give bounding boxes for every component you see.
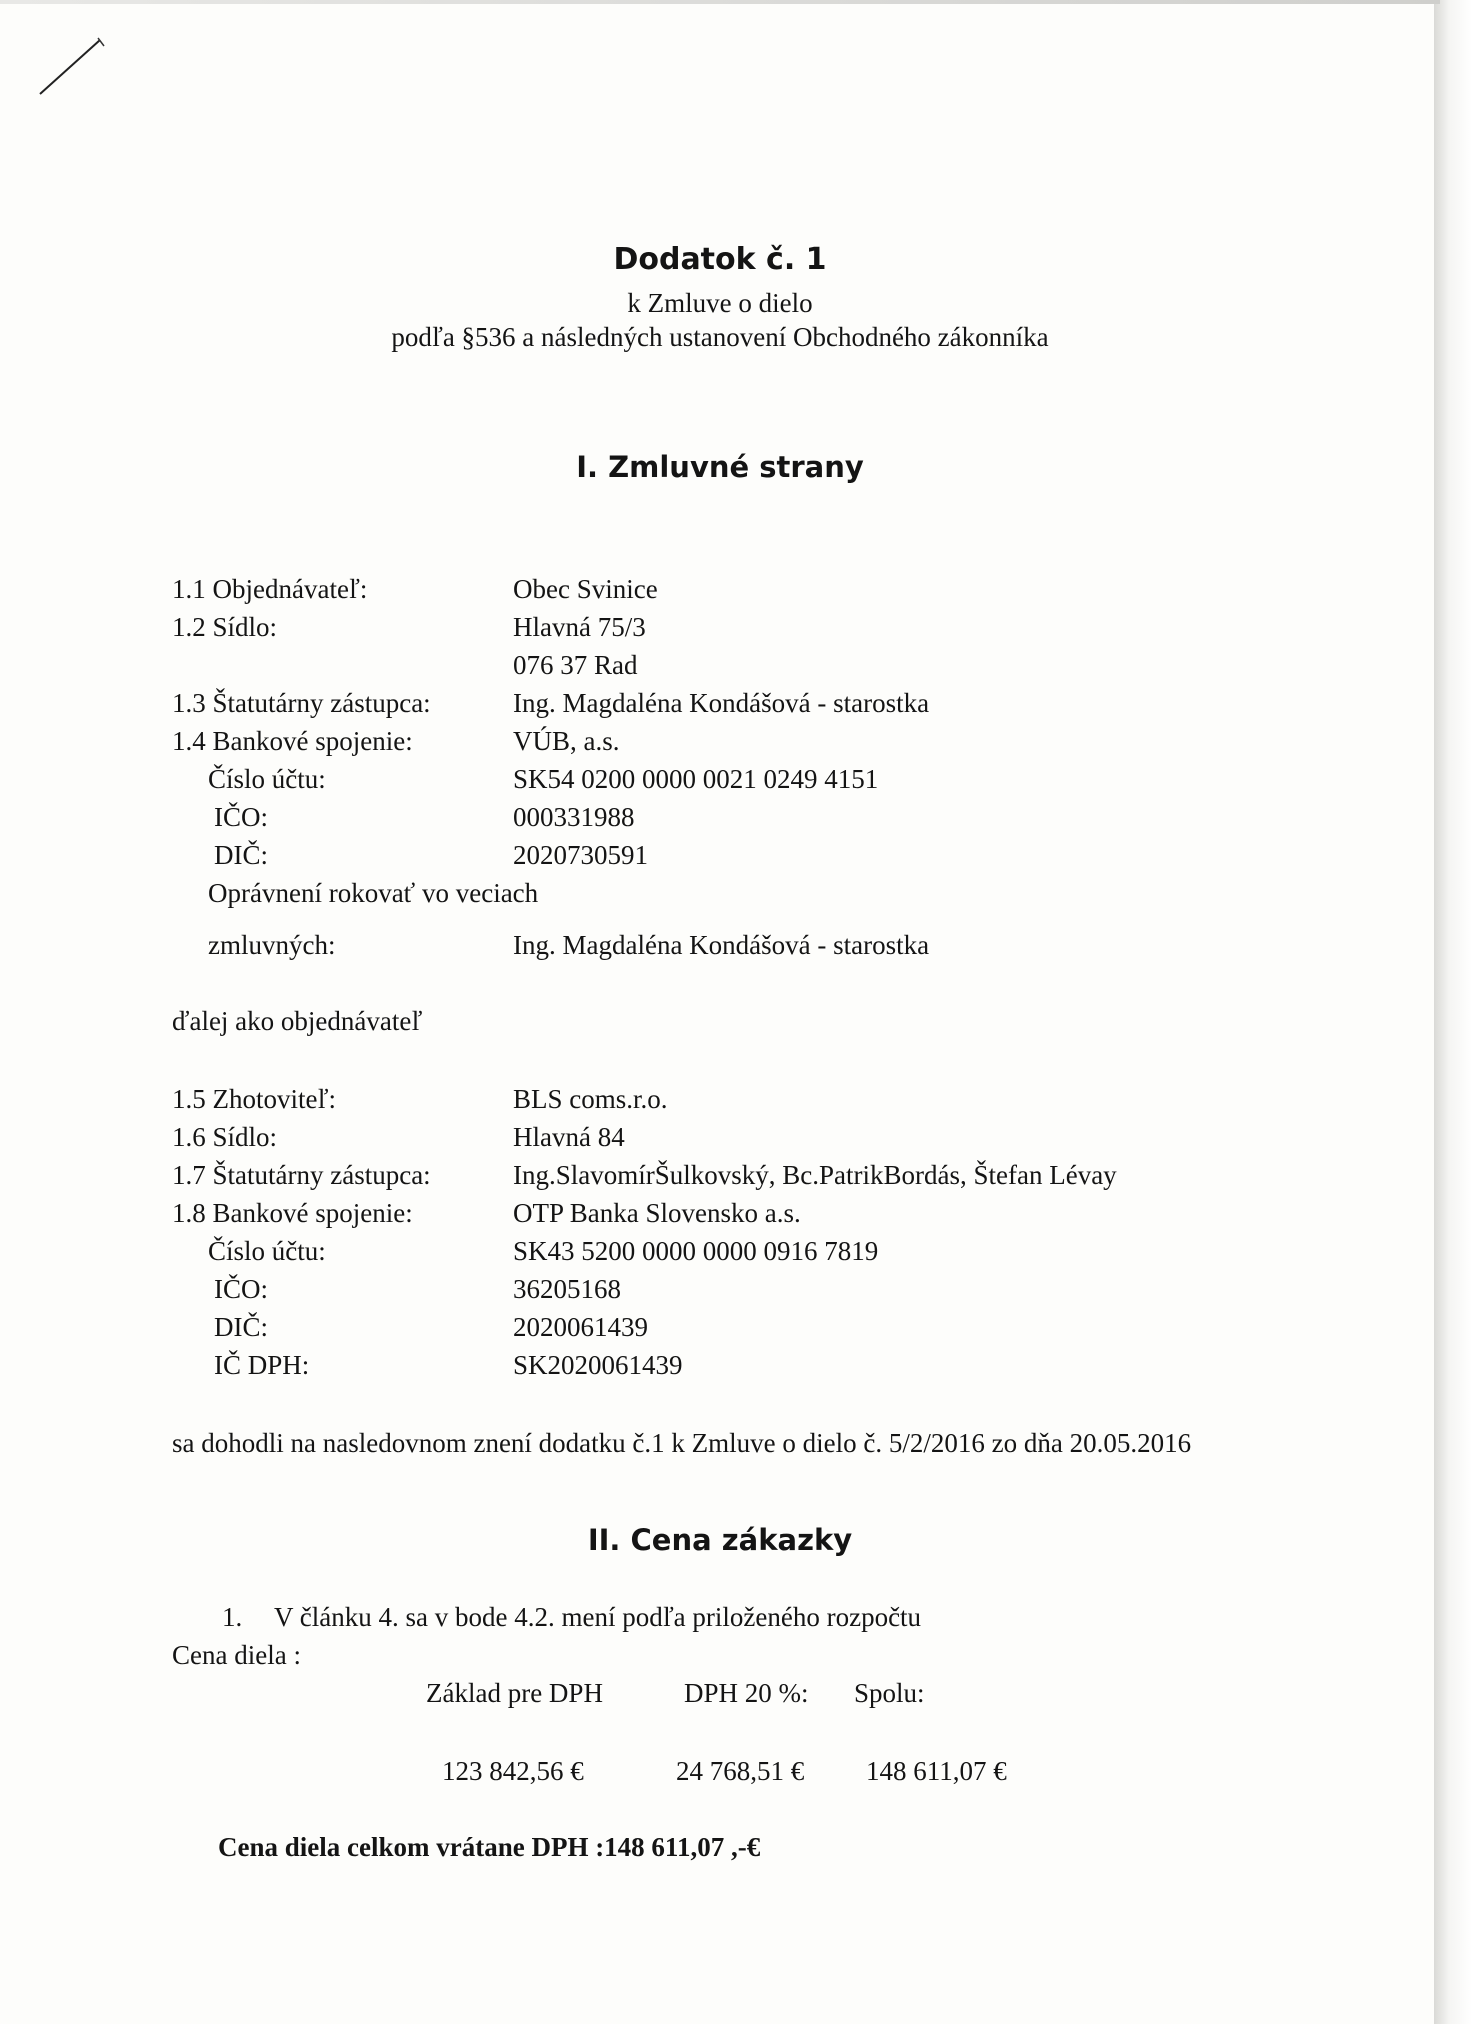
cislo-uctu-label: Číslo účtu: xyxy=(208,764,326,794)
zhotovitel-label: 1.5 Zhotoviteľ: xyxy=(172,1084,336,1114)
zhotovitel-dic-value: 2020061439 xyxy=(513,1312,648,1342)
zhotovitel-icdph-value: SK2020061439 xyxy=(513,1350,683,1380)
statutarny-zastupca-label: 1.3 Štatutárny zástupca: xyxy=(172,688,431,718)
zhotovitel-sidlo-label: 1.6 Sídlo: xyxy=(172,1122,278,1152)
table-value-dph: 24 768,51 € xyxy=(676,1756,805,1786)
zhotovitel-banka-label: 1.8 Bankové spojenie: xyxy=(172,1198,413,1228)
dalej-ako-objednavatel: ďalej ako objednávateľ xyxy=(172,1006,423,1036)
bankove-spojenie-value: VÚB, a.s. xyxy=(513,726,620,756)
opravneni-label-cont: zmluvných: xyxy=(208,930,336,960)
bankove-spojenie-label: 1.4 Bankové spojenie: xyxy=(172,726,413,756)
zhotovitel-value: BLS coms.r.o. xyxy=(513,1084,668,1114)
zhotovitel-ico-label: IČO: xyxy=(214,1274,268,1304)
table-header-dph: DPH 20 %: xyxy=(684,1678,809,1708)
table-header-zaklad: Základ pre DPH xyxy=(426,1678,603,1708)
opravneni-value: Ing. Magdaléna Kondášová - starostka xyxy=(513,930,930,960)
zhotovitel-banka-value: OTP Banka Slovensko a.s. xyxy=(513,1198,801,1228)
item-text: V článku 4. sa v bode 4.2. mení podľa priloženého rozpočtu xyxy=(274,1602,922,1632)
zhotovitel-cislo-uctu-value: SK43 5200 0000 0000 0916 7819 xyxy=(513,1236,879,1266)
cislo-uctu-value: SK54 0200 0000 0021 0249 4151 xyxy=(513,764,879,794)
section-1-heading: I. Zmluvné strany xyxy=(576,450,864,484)
dic-value: 2020730591 xyxy=(513,840,648,870)
table-value-zaklad: 123 842,56 € xyxy=(442,1756,584,1786)
document-subtitle-1: k Zmluve o dielo xyxy=(627,288,813,318)
opravneni-label: Oprávnení rokovať vo veciach xyxy=(208,878,539,908)
objednavatel-label: 1.1 Objednávateľ: xyxy=(172,574,368,604)
zhotovitel-cislo-uctu-label: Číslo účtu: xyxy=(208,1236,326,1266)
zhotovitel-ico-value: 36205168 xyxy=(513,1274,621,1304)
document-title: Dodatok č. 1 xyxy=(613,242,827,277)
statutarny-zastupca-value: Ing. Magdaléna Kondášová - starostka xyxy=(513,688,930,718)
dic-label: DIČ: xyxy=(214,840,268,870)
objednavatel-value: Obec Svinice xyxy=(513,574,658,604)
sidlo-city-value: 076 37 Rad xyxy=(513,650,638,680)
section-2-heading: II. Cena zákazky xyxy=(587,1523,853,1557)
table-header-spolu: Spolu: xyxy=(854,1678,925,1708)
table-value-spolu: 148 611,07 € xyxy=(866,1756,1007,1786)
ico-label: IČO: xyxy=(214,802,268,832)
price-label: Cena diela : xyxy=(172,1640,301,1670)
scan-top-edge xyxy=(0,0,1440,4)
sidlo-value: Hlavná 75/3 xyxy=(513,612,646,642)
agreement-text: sa dohodli na nasledovnom znení dodatku č.1 k Zmluve o dielo č. 5/2/2016 zo dňa 20.05.2016 xyxy=(172,1428,1192,1458)
zhotovitel-zastupca-label: 1.7 Štatutárny zástupca: xyxy=(172,1160,431,1190)
pen-mark-icon xyxy=(36,30,116,100)
document-subtitle-2: podľa §536 a následných ustanovení Obchodného zákonníka xyxy=(391,322,1049,352)
total-price: Cena diela celkom vrátane DPH :148 611,07 ,-€ xyxy=(218,1832,761,1862)
zhotovitel-icdph-label: IČ DPH: xyxy=(214,1350,310,1380)
zhotovitel-zastupca-value: Ing.SlavomírŠulkovský, Bc.PatrikBordás, Štefan Lévay xyxy=(513,1160,1117,1190)
sidlo-label: 1.2 Sídlo: xyxy=(172,612,278,642)
item-number: 1. xyxy=(222,1602,243,1632)
zhotovitel-dic-label: DIČ: xyxy=(214,1312,268,1342)
ico-value: 000331988 xyxy=(513,802,635,832)
zhotovitel-sidlo-value: Hlavná 84 xyxy=(513,1122,625,1152)
